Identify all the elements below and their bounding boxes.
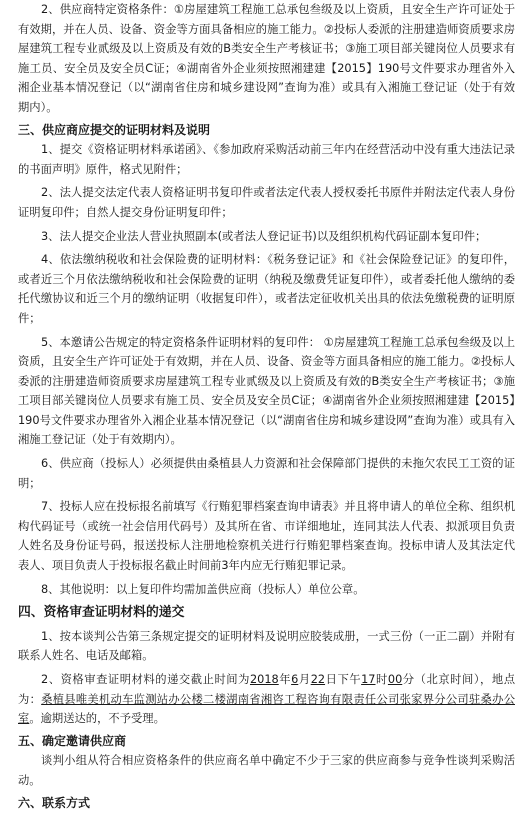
section-3-item-5: 5、本邀请公告规定的特定资格条件证明材料的复印件： ①房屋建筑工程施工总承包叁级及以上资质，且安全生产许可证处于有效期，并在人员、设备、资金等方面具备相应的施工能力。②投标人委派的注册建造师资质要求房屋建筑工程专业贰级及以上资质及有效的B类安全生产考核证书；③施工项目部关键岗位人员要求有施工员、安全员及安全员C证；④湖南省外企业须按照湘建建【2015】190号文件要求办理省外入湘企业基本情况登记（以“湖南省住房和城乡建设网”查询为准）或具有入湘施工登记证（处于有效期内）。 <box>18 335 515 447</box>
deadline-suffix: 分（北京时间），地点为： <box>18 673 515 706</box>
deadline-day: 22 <box>310 673 326 686</box>
section-5-heading: 五、确定邀请供应商 <box>18 733 127 748</box>
section-5-text: 谈判小组从符合相应资格条件的供应商名单中确定不少于三家的供应商参与竞争性谈判采购活动。 <box>18 754 515 787</box>
section-3-heading: 三、供应商应提交的证明材料及说明 <box>18 122 211 137</box>
section-3-item-6: 6、供应商（投标人）必须提供由桑植县人力资源和社会保障部门提供的未拖欠农民工工资的证明； <box>18 457 515 490</box>
section-3-item-7: 7、投标人应在投标报名前填写《行贿犯罪档案查询申请表》并且将申请人的单位全称、组织机构代码证号（或统一社会信用代码号）及其所在省、市详细地址，连同其法人代表、拟派项目负责人姓名及身份证号码，报送投标人注册地检察机关进行行贿犯罪档案查询。投标申请人及其法定代表人、项目负责人于投标报名截止时间前3年内应无行贿犯罪记录。 <box>18 500 515 573</box>
deadline-tail: 。逾期送达的，不予受理。 <box>29 712 165 726</box>
deadline-year-unit: 年 <box>278 673 292 686</box>
section-3-item-1: 1、提交《资格证明材料承诺函》、《参加政府采购活动前三年内在经营活动中没有重大违法记录的书面声明》原件，格式见附件； <box>18 143 515 176</box>
submission-place: 桑植县唯美机动车监测站办公楼二楼湖南省湘咨工程咨询有限责任公司张家界分公司驻桑办公室 <box>18 692 515 726</box>
deadline-month: 6 <box>291 673 299 686</box>
deadline-hour: 17 <box>361 673 376 686</box>
deadline-month-unit: 月 <box>298 673 311 686</box>
section-4-item-1: 1、按本谈判公告第三条规定提交的证明材料及说明应胶装成册，一式三份（一正二副）并附有联系人姓名、电话及邮箱。 <box>18 629 515 663</box>
deadline-year: 2018 <box>249 673 279 686</box>
section-6-heading: 六、联系方式 <box>18 795 91 810</box>
section-4-item-2 <box>18 670 515 729</box>
supplier-qualification-paragraph: 2、供应商特定资格条件：①房屋建筑工程施工总承包叁级及以上资质，且安全生产许可证处于有效期，并在人员、设备、资金等方面具备相应的施工能力。②投标人委派的注册建造师资质要求房屋建筑工程专业贰级及以上资质及有效的B类安全生产考核证书；③施工项目部关键岗位人员要求有施工员、安全员及安全员C证；④湖南省外企业须按照湘建建【2015】190号文件要求办理省外入湘企业基本情况登记（以“湖南省住房和城乡建设网”查询为准）或具有入湘施工登记证（处于有效期内）。 <box>18 3 515 114</box>
section-4-heading: 四、资格审查证明材料的递交 <box>18 605 185 621</box>
section-3-item-4: 4、依法缴纳税收和社会保险费的证明材料：《税务登记证》和《社会保险登记证》的复印件，或者近三个月依法缴纳税收和社会保险费的证明（纳税及缴费凭证复印件），或者委托他人缴纳的委托代缴协议和近三个月的缴纳证明（收据复印件），或者法定征收机关出具的依法免缴税费的证明原件； <box>18 253 515 325</box>
section-3-item-2: 2、法人提交法定代表人资格证明书复印件或者法定代表人授权委托书原件并附法定代表人身份证明复印件；自然人提交身份证明复印件； <box>18 186 515 219</box>
deadline-hour-unit: 时 <box>375 673 388 686</box>
deadline-minute: 00 <box>387 673 403 686</box>
section-3-item-3: 3、法人提交企业法人营业执照副本(或者法人登记证书)以及组织机构代码证副本复印件； <box>41 229 487 243</box>
deadline-prefix: 2、资格审查证明材料的递交截止时间为 <box>41 673 250 686</box>
section-3-item-8: 8、其他说明：以上复印件均需加盖供应商（投标人）单位公章。 <box>41 582 365 596</box>
deadline-day-unit: 日下午 <box>325 673 362 686</box>
